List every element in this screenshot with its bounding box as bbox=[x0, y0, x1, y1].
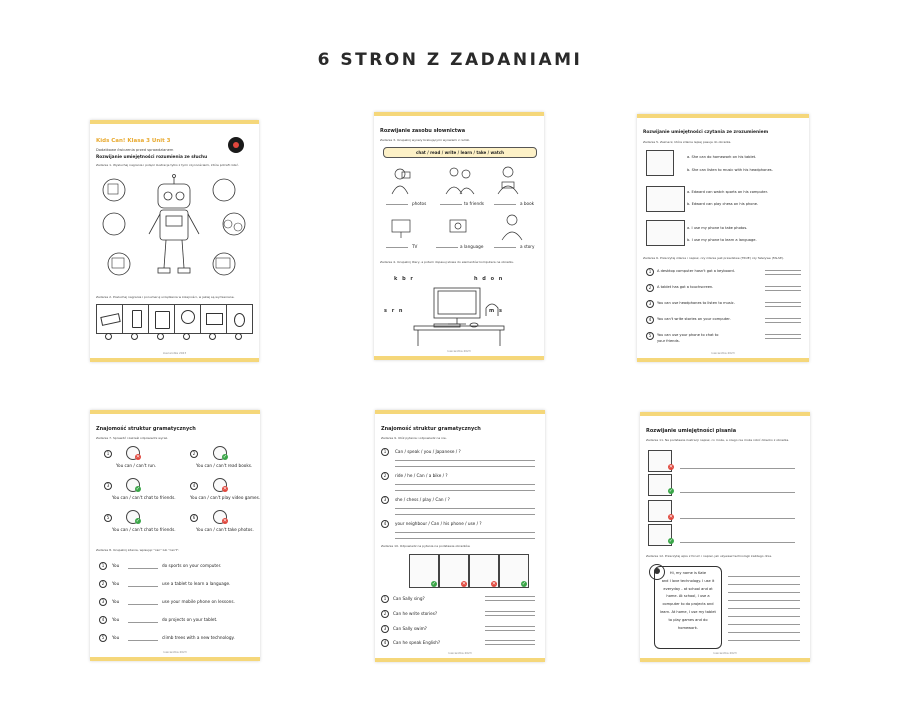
post-line: homework. bbox=[677, 625, 699, 630]
page-footer: lowcarotka 2023 bbox=[448, 651, 472, 655]
question-2: ride / he / Can / a bike / ? bbox=[395, 473, 448, 478]
sentence-3: You can / can't chat to friends. bbox=[112, 495, 176, 500]
post-line: everyday - at school and at bbox=[663, 586, 713, 591]
you-label: You bbox=[112, 563, 120, 568]
check-icon: ✓ bbox=[135, 518, 141, 524]
sentence-4: You can / can't play video games. bbox=[190, 495, 260, 500]
answer-question-3: Can Sally swim? bbox=[393, 626, 427, 631]
phrase-a-language: a language bbox=[460, 244, 484, 249]
picture-robot bbox=[383, 554, 409, 586]
post-line: Hi, my name is Kate bbox=[669, 571, 707, 575]
page-heading: 6 STRON Z ZADANIAMI bbox=[317, 50, 583, 70]
phrase-photos: photos bbox=[412, 201, 427, 206]
answer-question-1: Can Sally sing? bbox=[393, 596, 425, 601]
fill-sentence-1: do sports on your computer. bbox=[162, 563, 222, 568]
worksheet-title: Znajomość struktur gramatycznych bbox=[381, 426, 481, 432]
sentence-1: You can / can't run. bbox=[116, 463, 157, 468]
worksheet-page-3[interactable]: Rozwijanie umiejętności czytania ze zrozumieniem Zadanie 5. Zaznacz, które zdanie lepiej pasuje do obrazka. a. She can do homework on his tablet. b. She can listen to music with his headphones. a. Edward can watch sports on his computer. b. Edward can play chess on his phone. a. I use my phone to take photos. b. I use my phone to learn a language. Zadanie 6. Przeczytaj zdania i napisz, czy zdanie jest prawdziwe (TRUE) czy fałszywe (FALSE). 1 A desktop computer hasn't got a keyboard. 2 A tablet has got a touchscreen. 3 You can use headphones to listen to music. 4 You can't write stories on your computer. 5 You can use your phone to chat to your friends. lowcarotka 2023 bbox=[637, 114, 809, 362]
statement-4: You can't write stories on your computer. bbox=[657, 317, 731, 321]
task-instruction: Zadanie 6. Przeczytaj zdania i napisz, czy zdanie jest prawdziwe (TRUE) czy fałszywe (FALSE). bbox=[643, 256, 784, 260]
answer-question-2: Can he write stories? bbox=[393, 611, 438, 616]
page-footer: lowcarotka 2023 bbox=[711, 351, 735, 355]
sentence-6: You can / can't take photos. bbox=[196, 527, 254, 532]
option-a[interactable]: a. I use my phone to take photos. bbox=[687, 226, 748, 230]
worksheet-page-5[interactable]: Znajomość struktur gramatycznych Zadanie 9. Ułóż pytania i odpowiedz na nie. 1 Can / speak / you / Japanese / ? 2 ride / he / Can / a bike / ? 3 she / chess / play / Can / ? 4 your neighbour / Can / his phone / use / ? Zadanie 10. Odpowiedz na pytania na podstawie obrazków. ✓ ✕ ✕ ✓ 1 Can Sally sing? 2 Can he write stories? 3 Can Sally swim? 4 Can he speak English? lowcarotka 2023 bbox=[375, 410, 545, 662]
word-puzzle-headphones[interactable]: h d o n bbox=[474, 276, 504, 282]
cross-icon: ✕ bbox=[668, 514, 674, 520]
task-instruction: Zadanie 12. Przeczytaj wpis z forum i napisz, jak używasz technologii każdego dnia. bbox=[646, 554, 773, 558]
task-instruction: Zadanie 9. Ułóż pytania i odpowiedz na nie. bbox=[381, 436, 447, 440]
sentence-2: You can / can't read books. bbox=[196, 463, 253, 468]
worksheet-title: Znajomość struktur gramatycznych bbox=[96, 426, 196, 432]
check-icon: ✓ bbox=[668, 538, 674, 544]
task-instruction: Zadanie 4. Uzupełnij litery, a potem dopasuj słowa do elementów komputera na obrazku. bbox=[380, 260, 515, 264]
phrase-to-friends: to friends bbox=[464, 201, 484, 206]
you-label: You bbox=[112, 599, 120, 604]
question-1: Can / speak / you / Japanese / ? bbox=[395, 449, 461, 454]
task-instruction: Zadanie 11. Na podstawie ilustracji napisz, co może, a czego nie może robić dziecko z obrazka. bbox=[646, 438, 790, 442]
you-label: You bbox=[112, 617, 120, 622]
worksheet-title: Rozwijanie umiejętności pisania bbox=[646, 428, 737, 434]
worksheet-subtitle: Dodatkowe ćwiczenia przed sprawdzianem bbox=[96, 148, 174, 152]
statement-5-cont: your friends. bbox=[657, 339, 680, 343]
worksheet-title: Rozwijanie zasobu słownictwa bbox=[380, 128, 466, 134]
picture-girl-headphones bbox=[646, 150, 674, 176]
statement-3: You can use headphones to listen to music. bbox=[657, 301, 735, 305]
check-icon: ✓ bbox=[135, 486, 141, 492]
check-icon: ✓ bbox=[222, 454, 228, 460]
answer-question-4: Can he speak English? bbox=[393, 640, 441, 645]
cross-icon: ✕ bbox=[222, 518, 228, 524]
page-footer: lowcarotka 2023 bbox=[163, 650, 187, 654]
word-puzzle-keyboard[interactable]: k b r bbox=[394, 276, 415, 282]
task-instruction: Zadanie 1. Wysłuchaj nagrania i połącz ilustracje tylko z tymi czynnościami, które potrafi robić. bbox=[96, 163, 239, 167]
phrase-a-book: a book bbox=[520, 201, 535, 206]
fill-sentence-5: climb trees with a new technology. bbox=[162, 635, 235, 640]
phrase-tv: TV bbox=[412, 244, 418, 249]
page-footer: lowcarotka 2023 bbox=[447, 349, 471, 353]
option-b[interactable]: b. She can listen to music with his headphones. bbox=[687, 168, 773, 172]
word-puzzle-mouse[interactable]: m s bbox=[489, 308, 504, 314]
question-4: your neighbour / Can / his phone / use / ? bbox=[395, 521, 482, 526]
computer-desk-illustration bbox=[404, 286, 514, 348]
task-instruction: Zadanie 8. Uzupełnij zdania, wpisując "can" lub "can't". bbox=[96, 548, 180, 552]
option-b[interactable]: b. Edward can play chess on his phone. bbox=[687, 202, 759, 206]
picture-boy-computer bbox=[646, 186, 685, 212]
post-line: and I love technology. I use it bbox=[661, 578, 715, 583]
picture-boy-phone bbox=[646, 220, 685, 246]
option-a[interactable]: a. She can do homework on his tablet. bbox=[687, 155, 757, 159]
sentence-5: You can / can't chat to friends. bbox=[112, 527, 176, 532]
cross-icon: ✕ bbox=[491, 581, 497, 587]
task-instruction: Zadanie 10. Odpowiedz na pytania na podstawie obrazków. bbox=[381, 544, 471, 548]
worksheet-title: Rozwijanie umiejętności czytania ze zrozumieniem bbox=[643, 130, 769, 135]
post-line: learn. At home, I use my tablet bbox=[660, 609, 716, 614]
word-box: chat / read / write / learn / take / watch bbox=[383, 147, 537, 158]
cross-icon: ✕ bbox=[668, 464, 674, 470]
fill-sentence-4: do projects on your tablet. bbox=[162, 617, 218, 622]
cross-icon: ✕ bbox=[222, 486, 228, 492]
worksheet-page-4[interactable]: Znajomość struktur gramatycznych Zadanie 7. Sprawdź i zakreśl odpowiedni wyraz. 1 ✕ You can / can't run. 2 ✓ You can / can't read books. 3 ✓ You can / can't chat to friends. 4 ✕ You can / can't play video games. 5 ✓ You can / can't chat to friends. 6 ✕ You can / can't take photos. Zadanie 8. Uzupełnij zdania, wpisując "can" lub "can't". 1 You do sports on your computer. 2 You use a tablet to learn a language. 3 You use your mobile phone on lessons. 4 You do projects on your tablet. 5 You climb trees with a new technology. lowcarotka 2023 bbox=[90, 410, 260, 661]
section-title: Rozwijanie umiejętności rozumienia ze słuchu bbox=[96, 155, 208, 160]
worksheet-page-1[interactable] bbox=[90, 120, 259, 362]
you-label: You bbox=[112, 635, 120, 640]
cross-icon: ✕ bbox=[135, 454, 141, 460]
check-icon: ✓ bbox=[521, 581, 527, 587]
task-instruction: Zadanie 7. Sprawdź i zakreśl odpowiedni wyraz. bbox=[96, 436, 169, 440]
statement-1: A desktop computer hasn't got a keyboard. bbox=[657, 269, 735, 273]
worksheet-title: Kids Can! Klasa 3 Unit 3 bbox=[96, 138, 171, 144]
worksheet-page-2[interactable] bbox=[374, 112, 544, 360]
check-icon: ✓ bbox=[668, 488, 674, 494]
forum-post-bubble bbox=[654, 566, 722, 649]
page-footer: lowcarotka 2023 bbox=[713, 651, 737, 655]
cross-icon: ✕ bbox=[461, 581, 467, 587]
task-instruction: Zadanie 2. Posłuchaj nagrania i ponumeruj urządzenia w kolejności, w jakiej są wymieniane. bbox=[96, 295, 235, 299]
statement-2: A tablet has got a touchscreen. bbox=[657, 285, 714, 289]
worksheet-page-6[interactable] bbox=[640, 412, 810, 662]
option-a[interactable]: a. Edward can watch sports on his computer. bbox=[687, 190, 768, 194]
post-line: to play games and do bbox=[668, 617, 708, 622]
post-line: home. At school, I use a bbox=[666, 594, 710, 599]
post-line: computer to do projects and bbox=[662, 602, 714, 607]
word-puzzle-screen[interactable]: s r n bbox=[384, 308, 404, 314]
page-footer: lowcarotka 2023 bbox=[162, 351, 187, 355]
you-label: You bbox=[112, 581, 120, 586]
check-icon: ✓ bbox=[431, 581, 437, 587]
logo-icon bbox=[228, 137, 244, 153]
question-3: she / chess / play / Can / ? bbox=[395, 497, 450, 502]
option-b[interactable]: b. I use my phone to learn a language. bbox=[687, 238, 757, 242]
phrase-a-story: a story bbox=[520, 244, 535, 249]
device-strip bbox=[96, 304, 253, 334]
robot-illustration bbox=[94, 172, 254, 282]
fill-sentence-3: use your mobile phone on lessons. bbox=[162, 599, 235, 604]
fill-sentence-2: use a tablet to learn a language. bbox=[162, 581, 231, 586]
task-instruction: Zadanie 5. Zaznacz, które zdanie lepiej pasuje do obrazka. bbox=[643, 140, 732, 144]
task-instruction: Zadanie 3. Uzupełnij wyrazy brakującymi wyrazami z ramki. bbox=[380, 138, 471, 142]
statement-5: You can use your phone to chat to bbox=[657, 333, 719, 337]
